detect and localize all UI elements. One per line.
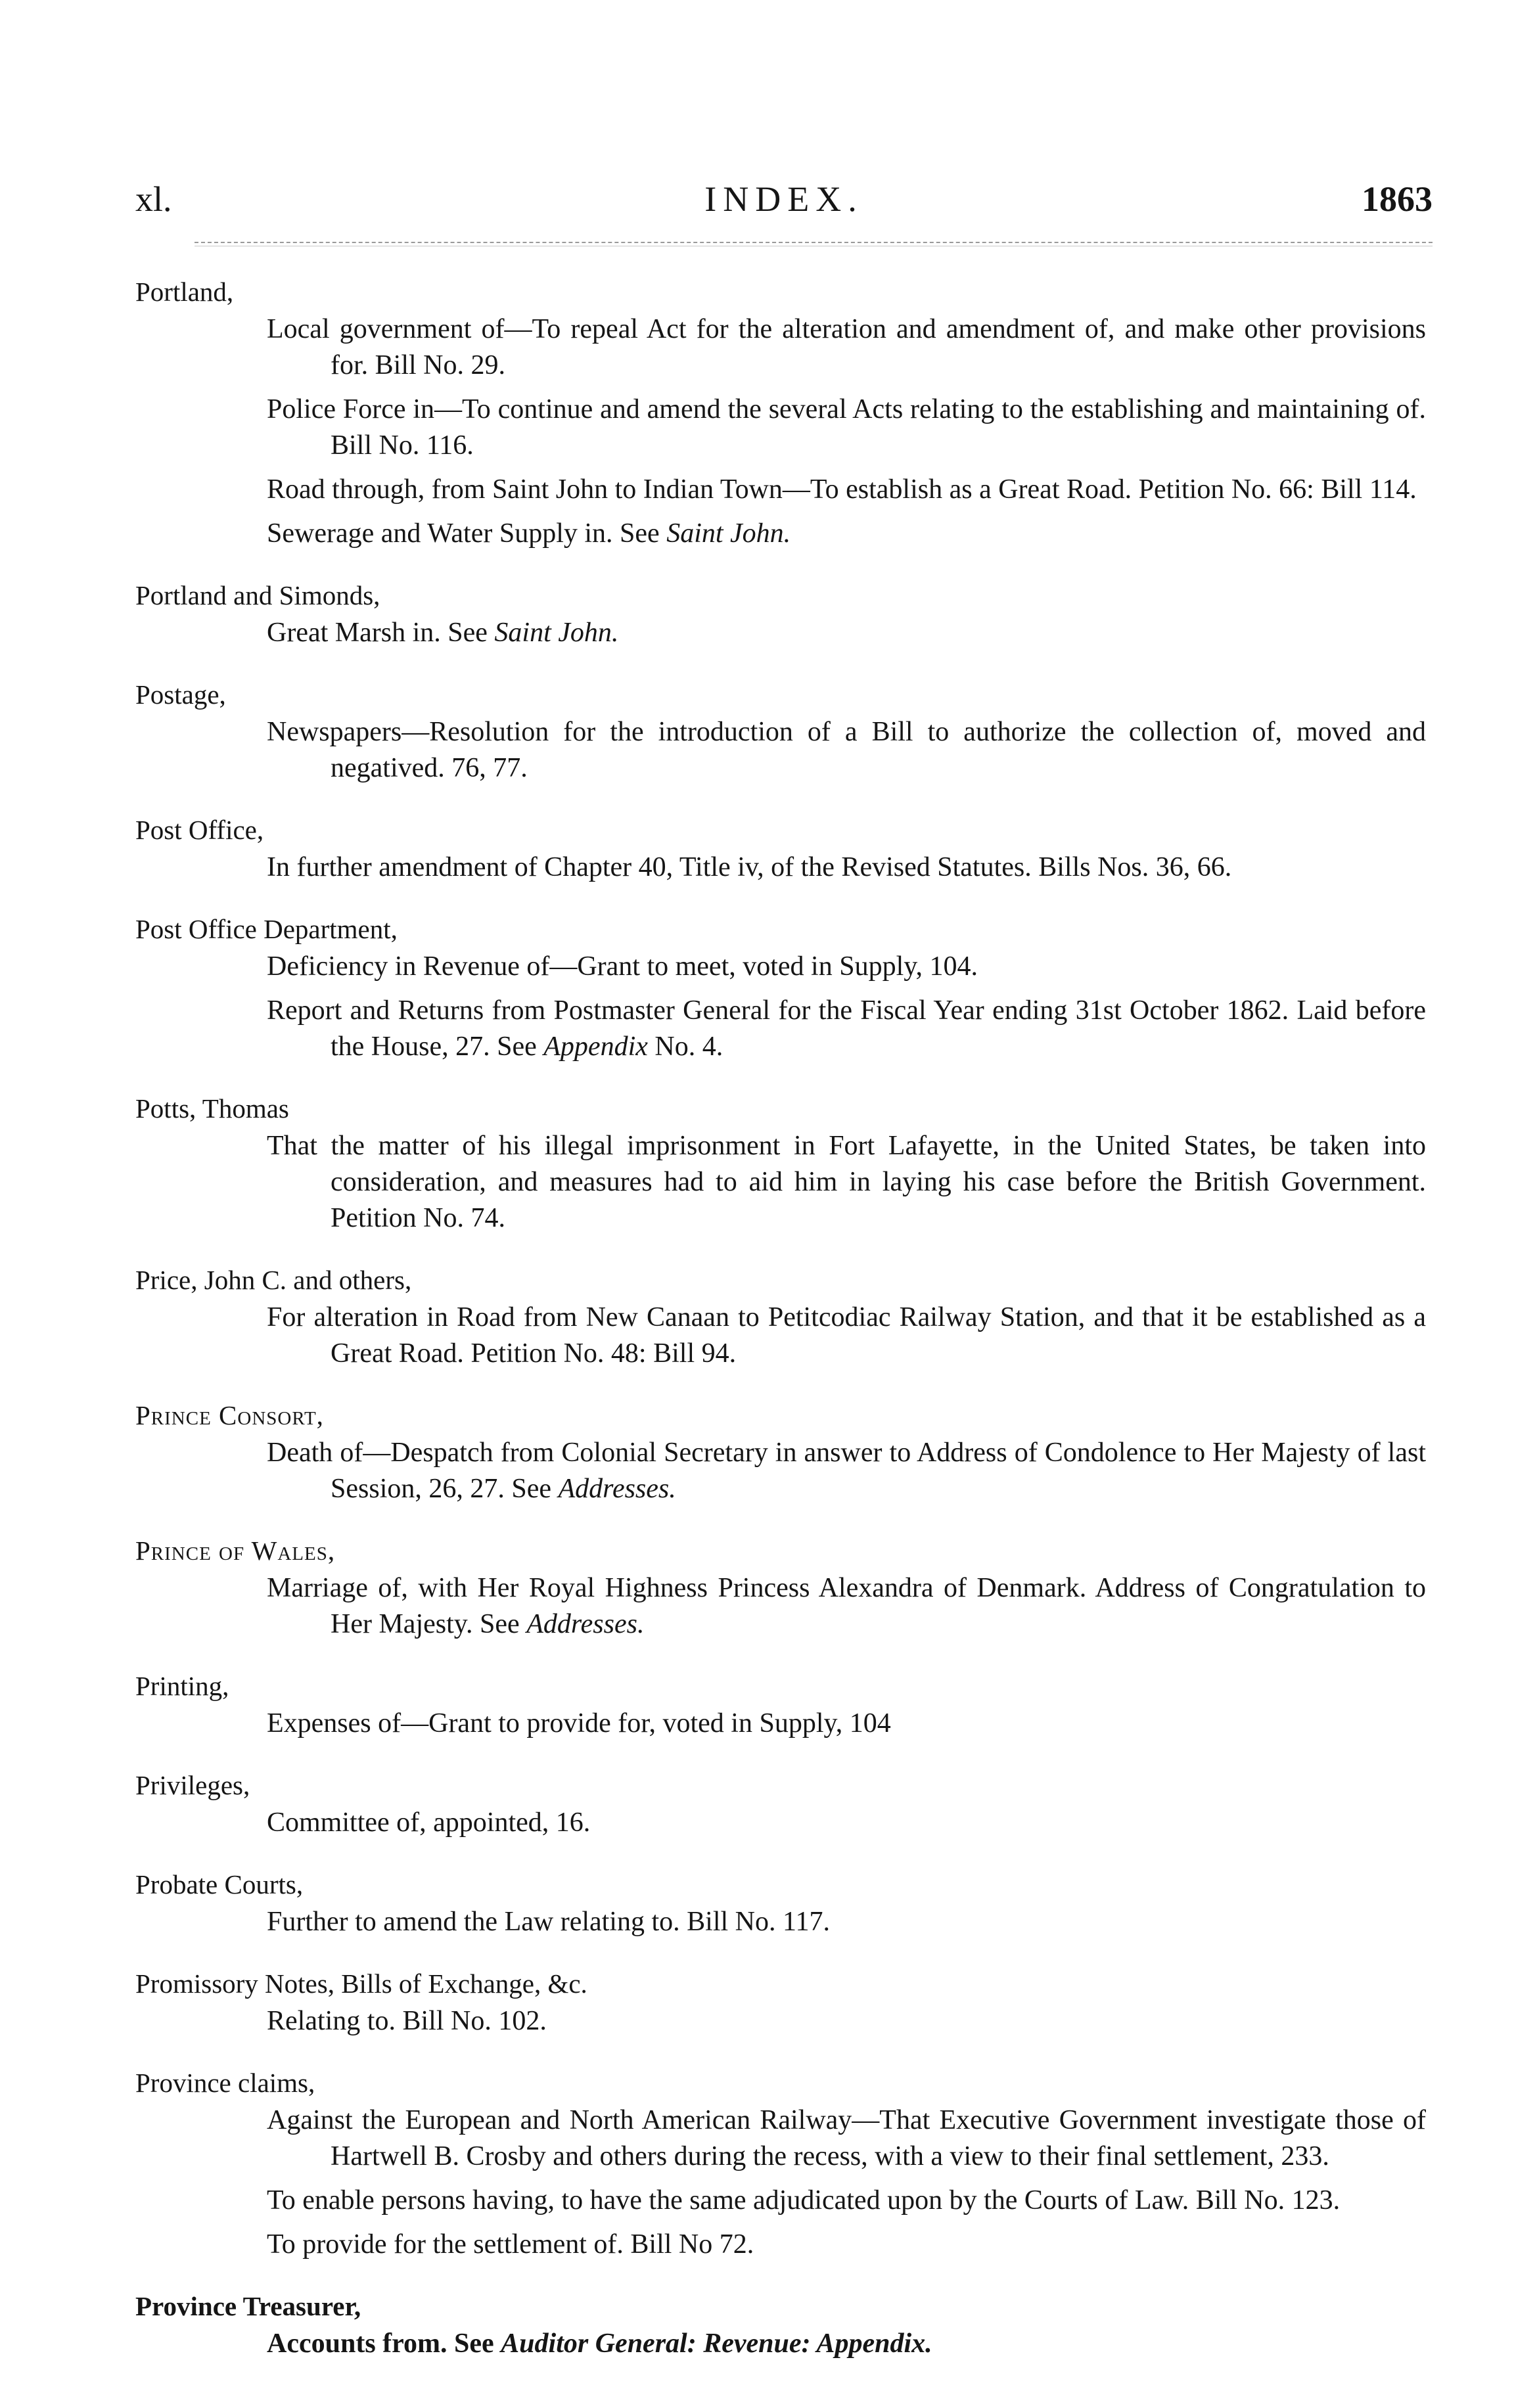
index-entry <box>135 675 1426 786</box>
subentry-text: That the matter of his illegal imprisonment in Fort Lafayette, in the United States, be taken into consideration, and measures had to aid him in laying his case before the British Government. Petition No. 74. <box>267 1131 1426 1233</box>
cross-reference: Auditor General: Revenue: Appendix. <box>501 2328 932 2359</box>
page-title: INDEX. <box>704 179 863 219</box>
entry-subentry <box>201 2227 1426 2263</box>
entry-subentry <box>201 1904 1426 1940</box>
index-entry <box>135 1666 1426 1742</box>
subentry-text: Expenses of—Grant to provide for, voted in Supply, 104 <box>267 1708 891 1738</box>
entry-heading: Postage, <box>135 679 226 710</box>
entry-subentry <box>201 472 1426 508</box>
entry-subentry <box>201 516 1426 552</box>
subentry-text: Report and Returns from Postmaster General for the Fiscal Year ending 31st October 1862. Laid before the House, 27. See <box>267 995 1426 1062</box>
index-entry <box>135 1765 1426 1841</box>
index-entry <box>135 1964 1426 2039</box>
subentry-text: Death of—Despatch from Colonial Secretary in answer to Address of Condolence to Her Majesty of last Session, 26, 27. See <box>267 1438 1426 1504</box>
entry-subentry <box>201 1706 1426 1742</box>
entry-subentry <box>201 714 1426 786</box>
entry-subentry <box>201 850 1426 886</box>
subentry-text: Great Marsh in. See <box>267 618 495 648</box>
index-entry <box>135 1089 1426 1237</box>
subentry-text: Sewerage and Water Supply in. See <box>267 518 667 549</box>
index-entry <box>135 2286 1426 2362</box>
entry-heading: Portland and Simonds, <box>135 580 380 610</box>
page-number: xl. <box>135 179 172 219</box>
entry-subentry <box>201 392 1426 464</box>
entry-heading: Probate Courts, <box>135 1869 304 1899</box>
entry-subentry <box>201 2326 1426 2362</box>
entry-subentry <box>201 949 1426 985</box>
entry-subentry <box>201 1435 1426 1507</box>
entry-subentry <box>201 1300 1426 1372</box>
entry-heading: Post Office Department, <box>135 914 398 944</box>
subentry-text: For alteration in Road from New Canaan to Petitcodiac Railway Station, and that it be established as a Great Road. Petition No. 48: Bill 94. <box>267 1302 1426 1369</box>
entry-heading: Potts, Thomas <box>135 1093 289 1124</box>
entry-heading: Prince Consort, <box>135 1400 324 1430</box>
entry-heading: Printing, <box>135 1671 229 1701</box>
subentry-text: In further amendment of Chapter 40, Title iv, of the Revised Statutes. Bills Nos. 36, 66. <box>267 852 1232 882</box>
entry-subentry <box>201 2003 1426 2039</box>
subentry-text: Deficiency in Revenue of—Grant to meet, voted in Supply, 104. <box>267 951 978 982</box>
entry-heading: Privileges, <box>135 1770 250 1800</box>
cross-reference: Saint John. <box>666 518 791 549</box>
index-entry <box>135 576 1426 651</box>
entry-subentry <box>201 1805 1426 1841</box>
entry-subentry <box>201 1570 1426 1643</box>
entry-subentry <box>201 2102 1426 2175</box>
cross-reference: Saint John. <box>494 618 619 648</box>
entry-subentry <box>201 311 1426 384</box>
index-entry <box>135 1531 1426 1643</box>
entry-heading: Province Treasurer, <box>135 2291 361 2321</box>
entry-heading: Price, John C. and others, <box>135 1265 412 1295</box>
entry-heading: Promissory Notes, Bills of Exchange, &c. <box>135 1968 587 1999</box>
index-entry <box>135 810 1426 886</box>
index-entry <box>135 909 1426 1065</box>
subentry-text: Road through, from Saint John to Indian Town—To establish as a Great Road. Petition No. 66: Bill 114. <box>267 474 1417 505</box>
entry-heading: Province claims, <box>135 2068 315 2098</box>
index-entry <box>135 1865 1426 1940</box>
page-year: 1863 <box>1362 179 1433 219</box>
page-header <box>135 176 1433 229</box>
cross-reference: Addresses. <box>526 1609 645 1639</box>
entry-heading: Portland, <box>135 277 234 307</box>
subentry-text: Committee of, appointed, 16. <box>267 1807 591 1838</box>
entry-heading: Prince of Wales, <box>135 1535 336 1566</box>
index-entry <box>135 2063 1426 2263</box>
entry-subentry <box>201 615 1426 651</box>
entry-heading: Post Office, <box>135 815 264 845</box>
subentry-text: Local government of—To repeal Act for the alteration and amendment of, and make other provisions for. Bill No. 29. <box>267 314 1426 380</box>
index-entry <box>135 1396 1426 1507</box>
subentry-tail: No. 4. <box>647 1032 723 1062</box>
subentry-text: To enable persons having, to have the same adjudicated upon by the Courts of Law. Bill No. 123. <box>267 2185 1341 2215</box>
entry-subentry <box>201 2183 1426 2219</box>
entry-subentry <box>201 993 1426 1065</box>
subentry-text: Police Force in—To continue and amend the several Acts relating to the establishing and maintaining of. Bill No. 116. <box>267 394 1426 461</box>
index-entry <box>135 272 1426 552</box>
subentry-text: Relating to. Bill No. 102. <box>267 2006 547 2036</box>
subentry-text: Newspapers—Resolution for the introduction of a Bill to authorize the collection of, moved and negatived. 76, 77. <box>267 717 1426 783</box>
subentry-text: Further to amend the Law relating to. Bill No. 117. <box>267 1907 830 1937</box>
cross-reference: Addresses. <box>558 1474 676 1504</box>
index-entry <box>135 1260 1426 1372</box>
cross-reference: Appendix <box>543 1032 648 1062</box>
index-entries <box>135 272 1426 2386</box>
subentry-text: Accounts from. See <box>267 2328 501 2359</box>
subentry-text: To provide for the settlement of. Bill No 72. <box>267 2229 754 2260</box>
subentry-text: Marriage of, with Her Royal Highness Princess Alexandra of Denmark. Address of Congratulation to Her Majesty. See <box>267 1573 1426 1639</box>
entry-subentry <box>201 1128 1426 1237</box>
header-rule <box>195 242 1433 246</box>
subentry-text: Against the European and North American Railway—That Executive Government investigate those of Hartwell B. Crosby and others during the recess, with a view to their final settlement, 233. <box>267 2105 1426 2171</box>
